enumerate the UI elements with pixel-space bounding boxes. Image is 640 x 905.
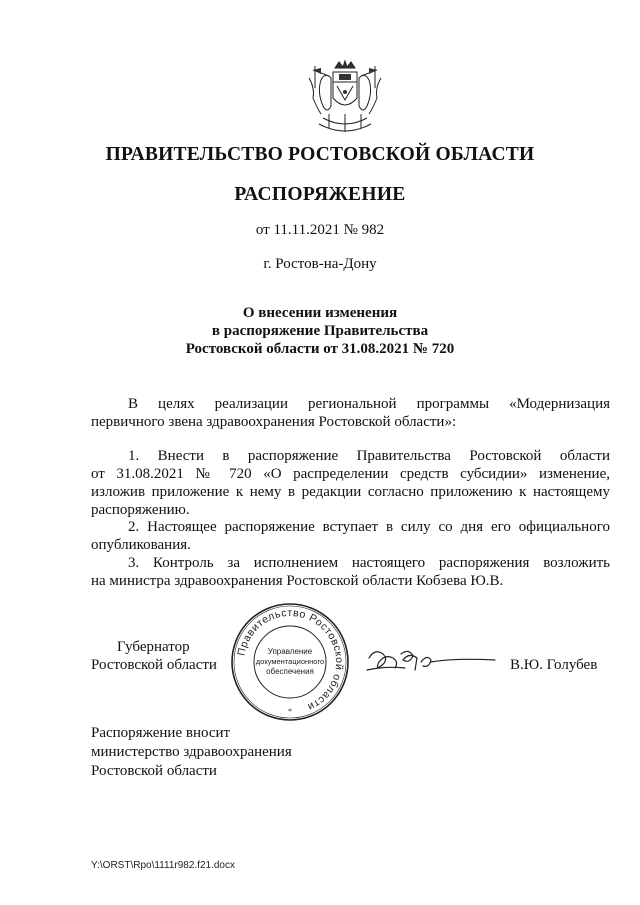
- coat-of-arms-icon: [299, 58, 391, 146]
- subject-line: О внесении изменения: [242, 305, 398, 321]
- subject-line: Ростовской области от 31.08.2021 № 720: [185, 341, 455, 357]
- clause-1-line: 1. Внести в распоряжение Правительства Ростовской области: [128, 448, 610, 464]
- file-path-footer: Y:\ORST\Rpo\1111r982.f21.docx: [91, 860, 235, 871]
- clause-2-line: опубликования.: [91, 537, 191, 553]
- clause-3-line: на министра здравоохранения Ростовской области Кобзева Ю.В.: [91, 573, 504, 589]
- seal-outer-text: Правительство Ростовской области: [235, 606, 346, 714]
- signatory-role: Губернатор: [117, 639, 190, 655]
- clause-1-line: от 31.08.2021 № 720 «О распределении средств субсидии» изменение,: [91, 466, 610, 482]
- official-seal-icon: [228, 600, 352, 724]
- seal-inner-text: документационного: [255, 657, 325, 666]
- subject-line: в распоряжение Правительства: [211, 323, 429, 339]
- document-date-number: от 11.11.2021 № 982: [255, 222, 385, 238]
- document-city: г. Ростов-на-Дону: [263, 256, 377, 272]
- signatory-role: Ростовской области: [91, 657, 217, 673]
- submitted-by-line: Ростовской области: [91, 763, 217, 779]
- signatory-name: В.Ю. Голубев: [510, 657, 598, 673]
- signature-icon: [365, 640, 505, 680]
- svg-text:*: *: [288, 707, 292, 716]
- clause-1-line: изложив приложение к нему в редакции согласно приложению к настоящему: [91, 484, 610, 500]
- intro-paragraph-line: первичного звена здравоохранения Ростовской области»:: [91, 414, 457, 430]
- seal-inner-text: обеспечения: [266, 667, 314, 676]
- submitted-by-line: министерство здравоохранения: [91, 744, 292, 760]
- clause-1-line: распоряжению.: [91, 502, 190, 518]
- document-type: РАСПОРЯЖЕНИЕ: [234, 184, 406, 205]
- clause-3-line: 3. Контроль за исполнением настоящего распоряжения возложить: [128, 555, 610, 571]
- submitted-by-line: Распоряжение вносит: [91, 725, 231, 741]
- intro-paragraph-line: В целях реализации региональной программы «Модернизация: [128, 396, 610, 412]
- clause-2-line: 2. Настоящее распоряжение вступает в силу со дня его официального: [128, 519, 610, 535]
- seal-inner-text: Управление: [267, 647, 313, 656]
- government-title: ПРАВИТЕЛЬСТВО РОСТОВСКОЙ ОБЛАСТИ: [105, 144, 535, 165]
